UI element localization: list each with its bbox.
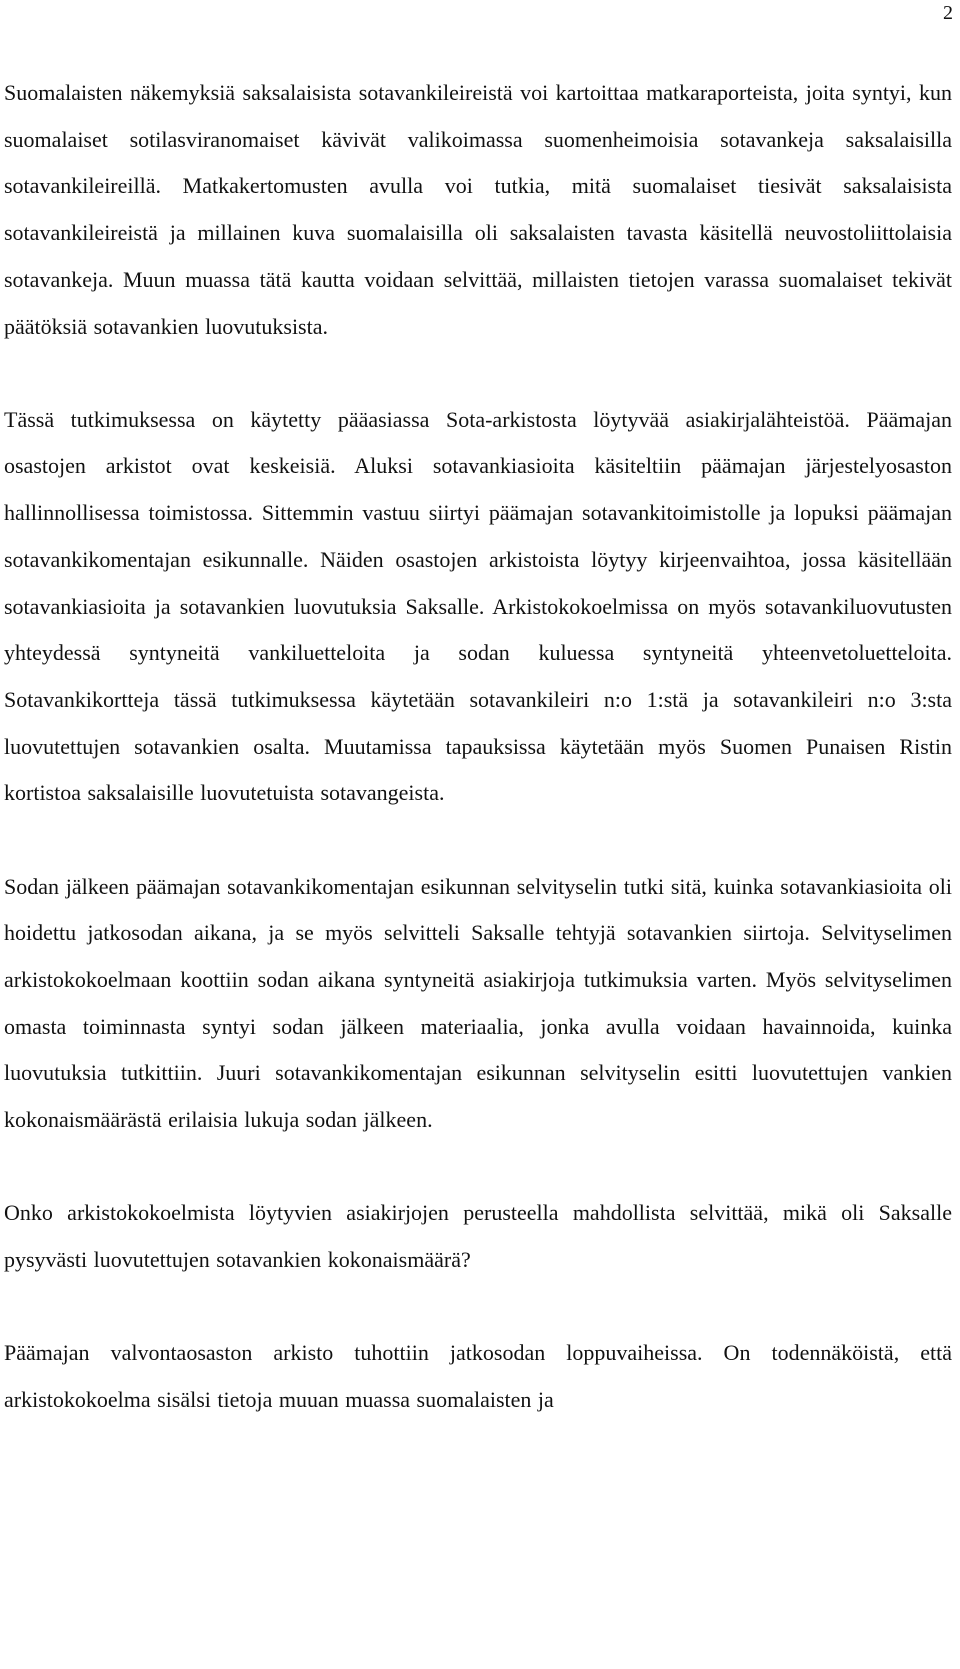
paragraph-prisoner-camp-views: Suomalaisten näkemyksiä saksalaisista sotavankileireistä voi kartoittaa matkaraporteista, joita syntyi, kun suomalaiset sotilasviranomaiset kävivät valikoimassa suomenheimoisia sotavankeja saksalaisilla sotavankileireillä. Matkakertomusten avulla voi tutkia, mitä suomalaiset tiesivät saksalaisista sotavankileireistä ja millainen kuva suomalaisilla oli saksalaisten tavasta käsitellä neuvostoliittolaisia sotavankeja. Muun muassa tätä kautta voidaan selvittää, millaisten tietojen varassa suomalaiset tekivät päätöksiä sotavankien luovutuksista. [4, 80, 952, 339]
paragraph-postwar-investigation: Sodan jälkeen päämajan sotavankikomentajan esikunnan selvityselin tutki sitä, kuinka sotavankiasioita oli hoidettu jatkosodan aikana, ja se myös selvitteli Saksalle tehtyjä sotavankien siirtoja. Selvityselimen arkistokokoelmaan koottiin sodan aikana syntyneitä asiakirjoja tutkimuksia varten. Myös selvityselimen omasta toiminnasta syntyi sodan jälkeen materiaalia, jonka avulla voidaan havainnoida, kuinka luovutuksia tutkittiin. Juuri sotavankikomentajan esikunnan selvityselin esitti luovutettujen vankien kokonaismäärästä erilaisia lukuja sodan jälkeen. [4, 873, 952, 1133]
page-number: 2 [943, 2, 953, 24]
paragraph-destroyed-archive: Päämajan valvontaosaston arkisto tuhottiin jatkosodan loppuvaiheissa. On todennäköistä, että arkistokokoelma sisälsi tietoja muuan muassa suomalaisten ja [4, 1340, 952, 1412]
paragraph-sources: Tässä tutkimuksessa on käytetty pääasiassa Sota-arkistosta löytyvää asiakirjalähteistöä. Päämajan osastojen arkistot ovat keskeisiä. Aluksi sotavankiasioita käsiteltiin päämajan järjestelyosaston hallinnollisessa toimistossa. Sittemmin vastuu siirtyi päämajan sotavankitoimistolle ja lopuksi päämajan sotavankikomentajan esikunnalle. Näiden osastojen arkistoista löytyy kirjeenvaihtoa, jossa käsitellään sotavankiasioita ja sotavankien luovutuksia Saksalle. Arkistokokoelmissa on myös sotavankiluovutusten yhteydessä syntyneitä vankiluetteloita ja sodan kuluessa syntyneitä yhteenvetoluetteloita. Sotavankikortteja tässä tutkimuksessa käytetään sotavankileiri n:o 1:stä ja sotavankileiri n:o 3:sta luovutettujen sotavankien osalta. Muutamissa tapauksissa käytetään myös Suomen Punaisen Ristin kortistoa saksalaisille luovutetuista sotavangeista. [4, 406, 952, 806]
body-text [4, 70, 952, 1424]
paragraph-research-question: Onko arkistokokoelmista löytyvien asiakirjojen perusteella mahdollista selvittää, mikä oli Saksalle pysyvästi luovutettujen sotavankien kokonaismäärä? [4, 1200, 952, 1272]
